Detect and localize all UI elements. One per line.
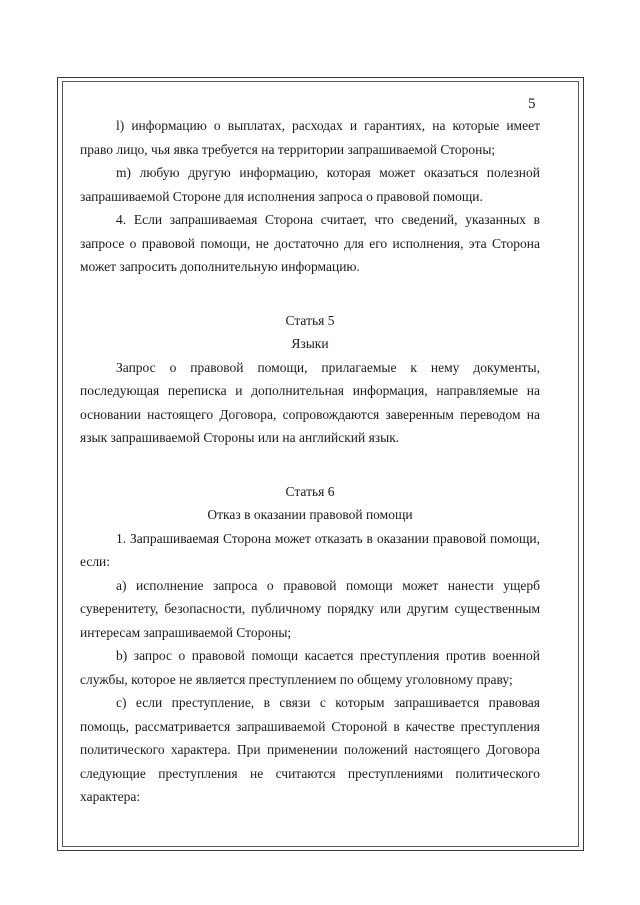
- article-6-item-c: c) если преступление, в связи с которым запрашивается правовая помощь, рассматривается запрашиваемой Стороной в качестве преступления политического характера. При применении положений настоящего Договора следующие преступления не считаются преступлениями политического характера:: [80, 695, 540, 804]
- article-6-clause-1: 1. Запрашиваемая Сторона может отказать в оказании правовой помощи, если:: [80, 530, 540, 569]
- paragraph-item-l: l) информацию о выплатах, расходах и гарантиях, на которые имеет право лицо, чья явка требуется на территории запрашиваемой Стороны;: [80, 118, 540, 157]
- page-number: 5: [528, 96, 536, 112]
- article-6-item-a: a) исполнение запроса о правовой помощи может нанести ущерб суверенитету, безопасности, публичному порядку или другим существенным интересам запрашиваемой Стороны;: [80, 577, 540, 640]
- article-5-text: Запрос о правовой помощи, прилагаемые к нему документы, последующая переписка и дополнительная информация, направляемые на основании настоящего Договора, сопровождаются заверенным переводом на язык запрашиваемой Стороны или на английский язык.: [80, 359, 540, 445]
- article-5-number: Статья 5: [285, 312, 335, 328]
- article-6-item-b: b) запрос о правовой помощи касается преступления против военной службы, которое не является преступлением по общему уголовному праву;: [80, 648, 540, 687]
- article-5-title: Языки: [291, 336, 329, 351]
- article-6-title: Отказ в оказании правовой помощи: [207, 507, 413, 522]
- document-body: [80, 114, 540, 809]
- paragraph-item-m: m) любую другую информацию, которая может оказаться полезной запрашиваемой Стороне для исполнения запроса о правовой помощи.: [80, 165, 540, 204]
- paragraph-clause-4: 4. Если запрашиваемая Сторона считает, что сведений, указанных в запросе о правовой помощи, не достаточно для его исполнения, эта Сторона может запросить дополнительную информацию.: [80, 212, 540, 274]
- article-6-number: Статья 6: [285, 483, 335, 499]
